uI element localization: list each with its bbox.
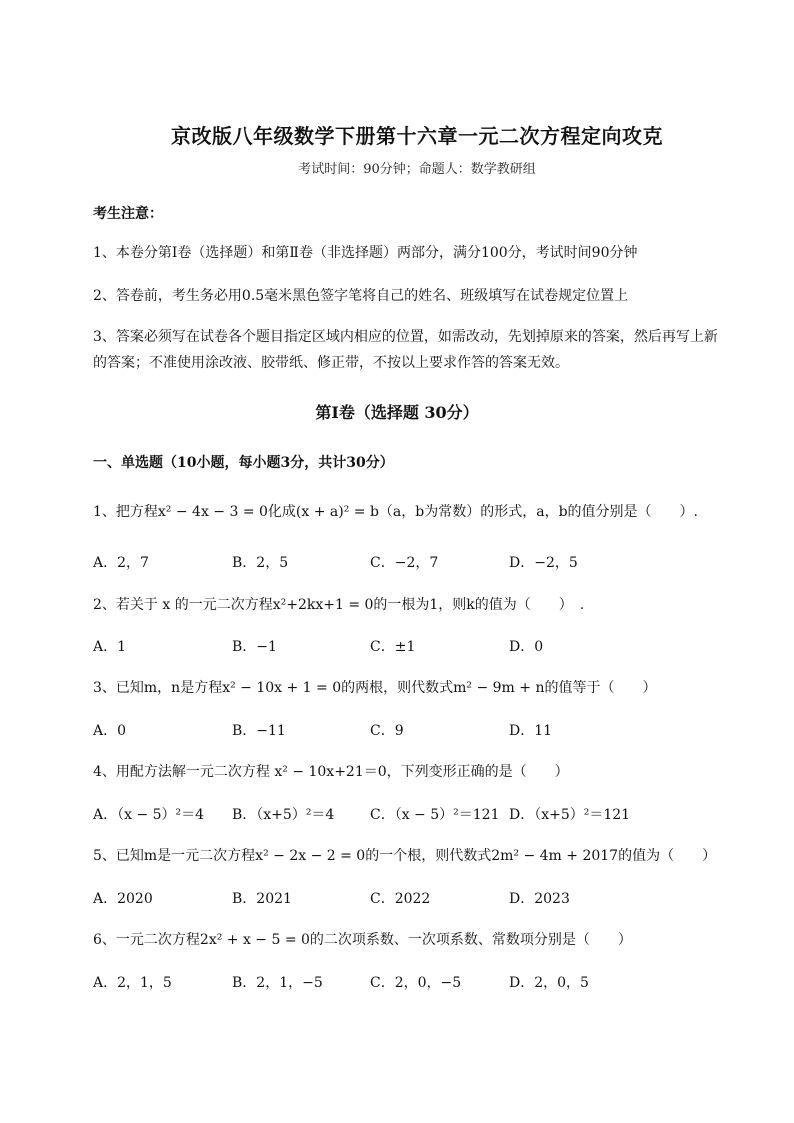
section-title: 第I卷（选择题 30分）: [315, 403, 479, 422]
question-6-option-c[interactable]: C．2，0，−5: [370, 975, 462, 991]
question-5-option-a[interactable]: A．2020: [93, 891, 153, 907]
exam-title: 京改版八年级数学下册第十六章一元二次方程定向攻克: [171, 124, 663, 148]
question-6-option-a[interactable]: A．2，1，5: [93, 975, 172, 991]
question-5-option-c[interactable]: C．2022: [370, 891, 431, 907]
notice-heading: 考生注意：: [93, 206, 163, 222]
question-4-option-a[interactable]: A．（x − 5）²＝4: [93, 807, 205, 823]
notice-item-1: 1、本卷分第I卷（选择题）和第Ⅱ卷（非选择题）两部分，满分100分，考试时间90分钟: [93, 245, 638, 261]
question-4-option-b[interactable]: B．（x+5）²＝4: [232, 807, 335, 823]
question-6-option-b[interactable]: B．2，1，−5: [232, 975, 323, 991]
question-2-option-a[interactable]: A．1: [93, 639, 127, 655]
question-2-option-d[interactable]: D．0: [509, 639, 544, 655]
question-5-stem: 5、已知m是一元二次方程x² − 2x − 2 = 0的一个根，则代数式2m² − 4m + 2017的值为（ ）: [93, 848, 717, 864]
question-3-option-d[interactable]: D．11: [509, 723, 553, 739]
question-5-option-b[interactable]: B．2021: [232, 891, 292, 907]
notice-item-3: 3、答案必须写在试卷各个题目指定区域内相应的位置，如需改动，先划掉原来的答案，然后再写上新: [93, 329, 718, 345]
notice-item-3-cont: 的答案；不准使用涂改液、胶带纸、修正带，不按以上要求作答的答案无效。: [93, 355, 569, 371]
question-4-option-c[interactable]: C．（x − 5）²＝121: [370, 807, 500, 823]
question-3-option-a[interactable]: A．0: [93, 723, 127, 739]
question-1-option-d[interactable]: D．−2，5: [509, 555, 578, 571]
question-5-option-d[interactable]: D．2023: [509, 891, 570, 907]
question-3-option-b[interactable]: B．−11: [232, 723, 286, 739]
part-heading: 一、单选题（10小题，每小题3分，共计30分）: [93, 455, 394, 471]
question-6-option-d[interactable]: D．2，0，5: [509, 975, 589, 991]
question-1-option-b[interactable]: B．2，5: [232, 555, 289, 571]
question-3-option-c[interactable]: C．9: [370, 723, 404, 739]
exam-subtitle: 考试时间：90分钟；命题人：数学教研组: [298, 162, 536, 177]
question-1-stem: 1、把方程x² − 4x − 3 = 0化成(x + a)² = b（a，b为常数）的形式，a，b的值分别是（ ）.: [93, 504, 698, 520]
notice-item-2: 2、答卷前，考生务必用0.5毫米黑色签字笔将自己的姓名、班级填写在试卷规定位置上: [93, 288, 629, 304]
question-4-stem: 4、用配方法解一元二次方程 x² − 10x+21＝0，下列变形正确的是（ ）: [93, 764, 569, 780]
question-2-option-b[interactable]: B．−1: [232, 639, 277, 655]
question-4-option-d[interactable]: D．（x+5）²＝121: [509, 807, 631, 823]
question-1-option-a[interactable]: A．2，7: [93, 555, 149, 571]
question-1-option-c[interactable]: C．−2，7: [370, 555, 439, 571]
question-2-stem: 2、若关于 x 的一元二次方程x²+2kx+1 = 0的一根为1，则k的值为（ ） .: [93, 597, 585, 613]
question-2-option-c[interactable]: C．±1: [370, 639, 416, 655]
question-3-stem: 3、已知m，n是方程x² − 10x + 1 = 0的两根，则代数式m² − 9m + n的值等于（ ）: [93, 680, 657, 696]
question-6-stem: 6、一元二次方程2x² + x − 5 = 0的二次项系数、一次项系数、常数项分别是（ ）: [93, 932, 632, 948]
